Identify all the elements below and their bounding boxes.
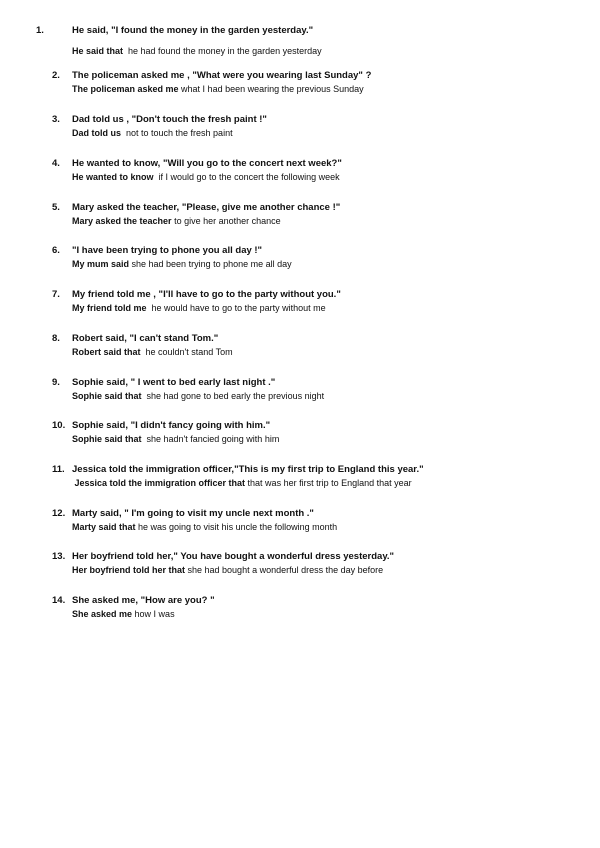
answer-lead: My friend told me [72, 303, 147, 313]
answer-lead: The policeman asked me [72, 84, 179, 94]
item-number: 1. [36, 25, 44, 36]
reported-speech-answer [72, 216, 281, 226]
answer-rest: how I was [132, 609, 175, 619]
item-number: 13. [52, 551, 66, 562]
direct-speech-sentence: Robert said, "I can't stand Tom." [72, 333, 219, 344]
item-number: 12. [52, 508, 66, 519]
item-number: 5. [52, 202, 60, 213]
item-number: 9. [52, 377, 60, 388]
reported-speech-answer [72, 347, 233, 357]
direct-speech-sentence: Sophie said, " I went to bed early last night ." [72, 377, 276, 388]
item-number: 11. [52, 464, 65, 475]
answer-lead: Dad told us [72, 128, 121, 138]
answer-rest: she had bought a wonderful dress the day before [185, 565, 384, 575]
reported-speech-answer [72, 128, 233, 138]
reported-speech-answer [72, 478, 412, 488]
direct-speech-sentence: "I have been trying to phone you all day !" [72, 245, 263, 256]
answer-rest: she hadn't fancied going with him [141, 434, 280, 444]
item-number: 14. [52, 595, 66, 606]
answer-lead: My mum said [72, 259, 130, 269]
direct-speech-sentence: The policeman asked me , "What were you wearing last Sunday" ? [72, 70, 372, 81]
reported-speech-answer [72, 259, 292, 269]
answer-rest: that was her first trip to England that year [245, 478, 412, 488]
answer-lead: Sophie said that [72, 391, 142, 401]
answer-rest: not to touch the fresh paint [121, 128, 233, 138]
reported-speech-answer [72, 84, 364, 94]
answer-lead: He wanted to know [72, 172, 154, 182]
answer-lead: Mary asked the teacher [72, 216, 172, 226]
answer-rest: she had been trying to phone me all day [129, 259, 292, 269]
item-number: 6. [52, 245, 60, 256]
reported-speech-answer [72, 609, 175, 619]
answer-rest: she had gone to bed early the previous night [141, 391, 325, 401]
reported-speech-answer [72, 391, 324, 401]
answer-lead: He said that [72, 46, 124, 56]
answer-rest: he was going to visit his uncle the following month [135, 522, 338, 532]
reported-speech-answer [72, 46, 322, 56]
answer-rest: if I would go to the concert the following week [153, 172, 340, 182]
direct-speech-sentence: My friend told me , "I'll have to go to the party without you." [72, 289, 341, 300]
reported-speech-answer [72, 303, 326, 313]
reported-speech-answer [72, 522, 337, 532]
direct-speech-sentence: Marty said, " I'm going to visit my uncle next month ." [72, 508, 314, 519]
answer-lead: Jessica told the immigration officer that [72, 478, 246, 488]
direct-speech-sentence: Dad told us , "Don't touch the fresh paint !" [72, 114, 267, 125]
direct-speech-sentence: Mary asked the teacher, "Please, give me another chance !" [72, 202, 341, 213]
reported-speech-answer [72, 172, 340, 182]
answer-lead: She asked me [72, 609, 133, 619]
item-number: 10. [52, 420, 66, 431]
answer-lead: Sophie said that [72, 434, 142, 444]
item-number: 7. [52, 289, 60, 300]
answer-rest: what I had been wearing the previous Sunday [178, 84, 364, 94]
item-number: 2. [52, 70, 60, 81]
answer-lead: Marty said that [72, 522, 136, 532]
answer-rest: he had found the money in the garden yesterday [123, 46, 322, 56]
reported-speech-answer [72, 565, 383, 575]
answer-lead: Robert said that [72, 347, 141, 357]
direct-speech-sentence: Sophie said, "I didn't fancy going with him." [72, 420, 271, 431]
direct-speech-sentence: Jessica told the immigration officer,"This is my first trip to England this year." [72, 464, 424, 475]
reported-speech-answer [72, 434, 279, 444]
answer-rest: to give her another chance [171, 216, 281, 226]
answer-rest: he couldn't stand Tom [140, 347, 233, 357]
direct-speech-sentence: He said, "I found the money in the garden yesterday." [72, 25, 314, 36]
direct-speech-sentence: She asked me, "How are you? " [72, 595, 215, 606]
item-number: 8. [52, 333, 60, 344]
direct-speech-sentence: Her boyfriend told her," You have bought a wonderful dress yesterday." [72, 551, 395, 562]
item-number: 3. [52, 114, 60, 125]
answer-rest: he would have to go to the party without me [146, 303, 326, 313]
direct-speech-sentence: He wanted to know, "Will you go to the concert next week?" [72, 158, 342, 169]
item-number: 4. [52, 158, 60, 169]
answer-lead: Her boyfriend told her that [72, 565, 186, 575]
